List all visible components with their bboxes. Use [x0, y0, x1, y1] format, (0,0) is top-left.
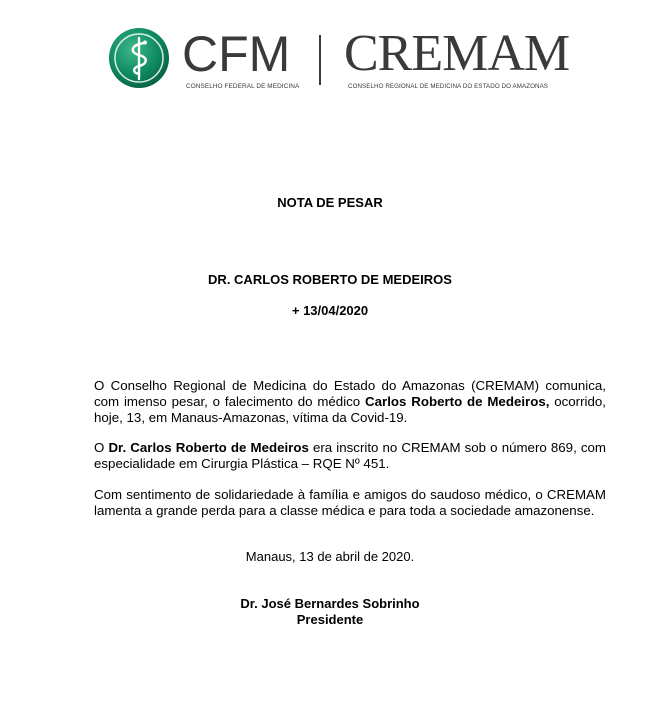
text-segment: ocorrido,	[549, 394, 606, 409]
text-segment: com imenso pesar, o falecimento do médico	[94, 394, 366, 409]
cfm-subtitle: CONSELHO FEDERAL DE MEDICINA	[186, 83, 300, 90]
logo-divider	[319, 35, 321, 85]
paragraph-line: hoje, 13, em Manaus-Amazonas, vítima da Covid-19.	[94, 410, 408, 425]
paragraph-registration	[94, 440, 606, 472]
paragraph-line	[94, 394, 606, 410]
letterhead	[108, 27, 588, 93]
text-segment: O	[94, 440, 109, 455]
paragraph-condolences	[94, 487, 606, 519]
paragraph-line	[94, 440, 606, 456]
place-date: Manaus, 13 de abril de 2020.	[245, 549, 415, 564]
paragraph-line: O Conselho Regional de Medicina do Estado do Amazonas (CREMAM) comunica,	[94, 378, 606, 393]
deceased-name: DR. CARLOS ROBERTO DE MEDEIROS	[208, 272, 452, 287]
cfm-logo-text: CFM	[182, 26, 291, 82]
deceased-name-inline: Carlos Roberto de Medeiros,	[365, 394, 550, 409]
caduceus-icon	[108, 27, 170, 89]
death-date: + 13/04/2020	[291, 303, 369, 318]
deceased-name-inline: Dr. Carlos Roberto de Medeiros	[108, 440, 309, 455]
paragraph-line: lamenta a grande perda para a classe médica e para toda a sociedade amazonense.	[94, 503, 595, 518]
paragraph-announcement	[94, 378, 606, 426]
signatory-name: Dr. José Bernardes Sobrinho	[240, 596, 420, 611]
cremam-logo-text: CREMAM	[344, 25, 570, 82]
document-title: NOTA DE PESAR	[277, 195, 383, 210]
paragraph-line: Com sentimento de solidariedade à família e amigos do saudoso médico, o CREMAM	[94, 487, 606, 502]
signatory-role: Presidente	[296, 612, 364, 627]
text-segment: era inscrito no CREMAM sob o número 869, com	[308, 440, 606, 455]
paragraph-line: especialidade em Cirurgia Plástica – RQE Nº 451.	[94, 456, 390, 471]
cremam-subtitle: CONSELHO REGIONAL DE MEDICINA DO ESTADO DO AMAZONAS	[348, 83, 549, 90]
